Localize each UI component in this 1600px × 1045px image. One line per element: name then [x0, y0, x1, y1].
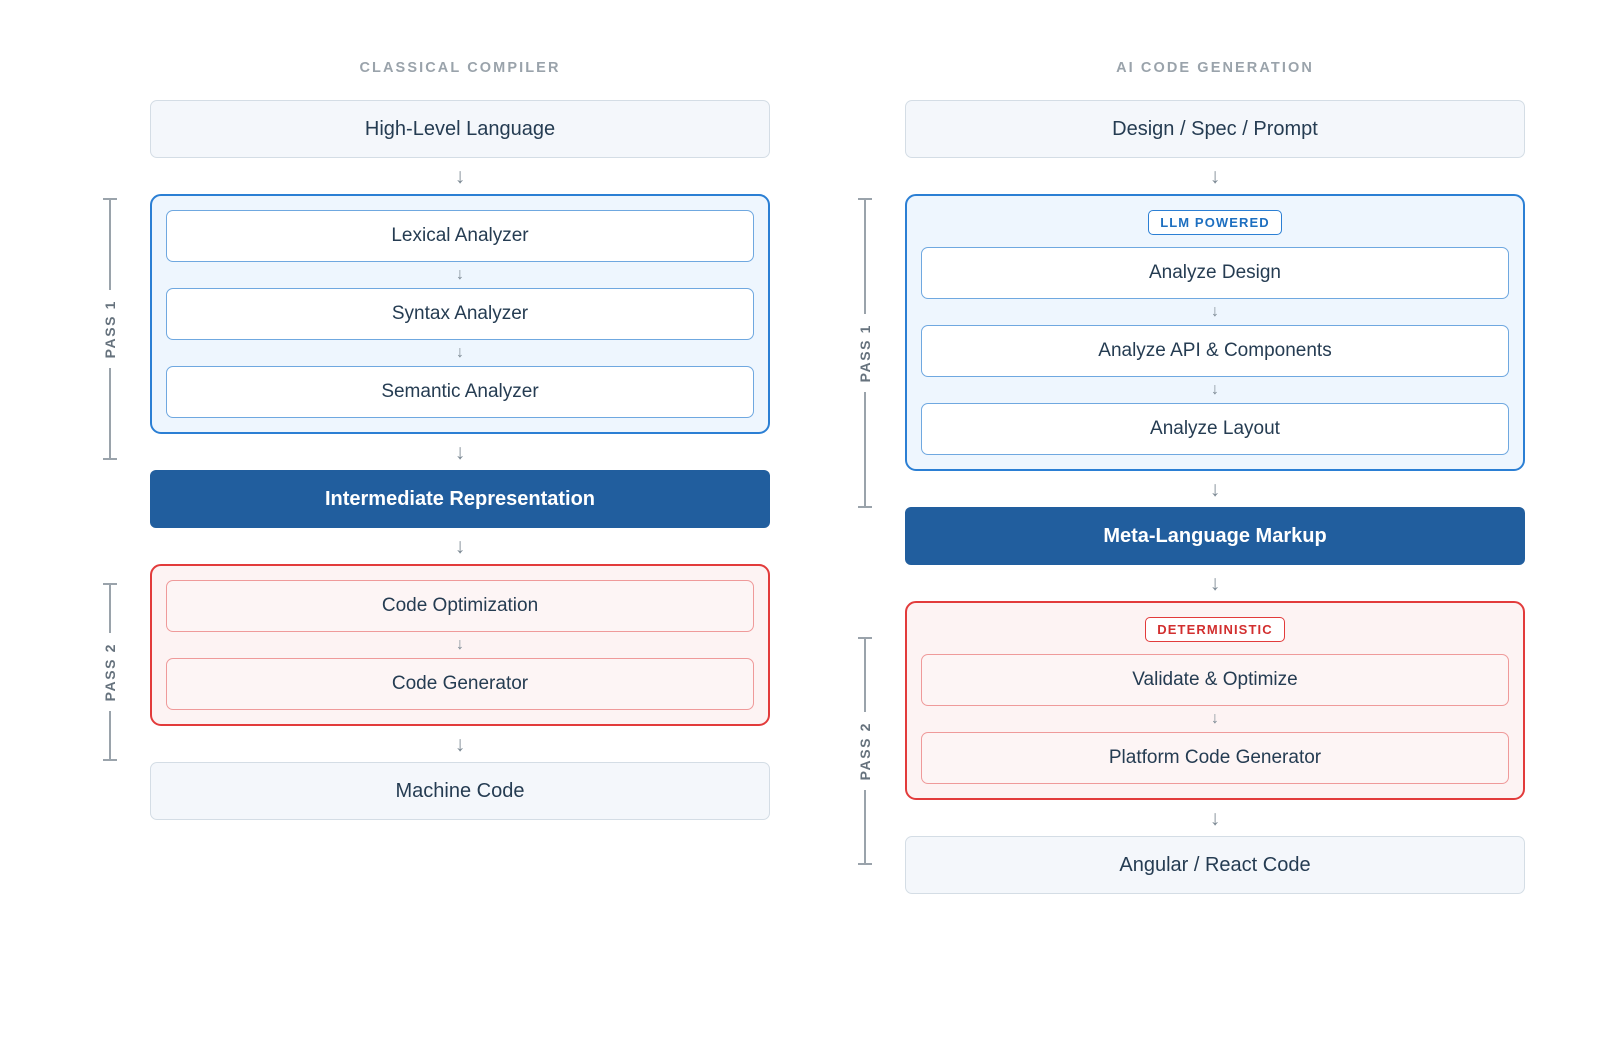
pass-bracket-classical-1	[90, 198, 130, 460]
node-intermediate-representation: Intermediate Representation	[150, 470, 770, 528]
node-input-high-level-language: High-Level Language	[150, 100, 770, 158]
arrow-down-icon: ↓	[456, 266, 464, 283]
bracket-line	[109, 711, 111, 759]
node-validate-optimize: Validate & Optimize	[921, 654, 1509, 706]
bracket-cap-bottom	[103, 458, 117, 460]
bracket-line	[109, 585, 111, 633]
node-analyze-api-components: Analyze API & Components	[921, 325, 1509, 377]
badge-row-deterministic	[921, 617, 1509, 642]
pass-bracket-classical-2	[90, 583, 130, 761]
group-synthesis-ai	[905, 601, 1525, 800]
bracket-line	[864, 200, 866, 314]
node-syntax-analyzer: Syntax Analyzer	[166, 288, 754, 340]
node-analyze-layout: Analyze Layout	[921, 403, 1509, 455]
bracket-line	[109, 200, 111, 290]
group-analysis-ai	[905, 194, 1525, 471]
pass-label: PASS 2	[857, 721, 873, 781]
pass-label: PASS 2	[102, 642, 118, 702]
flow-stack-ai	[905, 100, 1525, 894]
arrow-down-icon: ↓	[1211, 710, 1219, 727]
bracket-cap-bottom	[103, 759, 117, 761]
arrow-down-icon: ↓	[1211, 303, 1219, 320]
bracket-cap-bottom	[858, 863, 872, 865]
arrow-down-icon: ↓	[1209, 164, 1221, 188]
column-classical-compiler	[90, 0, 770, 1045]
column-ai-code-generation	[845, 0, 1525, 1045]
bracket-line	[864, 392, 866, 506]
arrow-down-icon: ↓	[1209, 806, 1221, 830]
group-synthesis-classical	[150, 564, 770, 726]
pass-bracket-ai-1	[845, 198, 885, 508]
pass-bracket-ai-2	[845, 637, 885, 865]
bracket-line	[864, 790, 866, 863]
arrow-down-icon: ↓	[454, 164, 466, 188]
bracket-line	[864, 639, 866, 712]
node-output-angular-react-code: Angular / React Code	[905, 836, 1525, 894]
node-output-machine-code: Machine Code	[150, 762, 770, 820]
node-input-design-spec-prompt: Design / Spec / Prompt	[905, 100, 1525, 158]
badge-llm-powered: LLM POWERED	[1148, 210, 1282, 235]
badge-deterministic: DETERMINISTIC	[1145, 617, 1284, 642]
arrow-down-icon: ↓	[1211, 381, 1219, 398]
node-code-generator: Code Generator	[166, 658, 754, 710]
group-analysis-classical	[150, 194, 770, 434]
arrow-down-icon: ↓	[454, 732, 466, 756]
column-title-ai: AI CODE GENERATION	[1116, 60, 1314, 76]
node-code-optimization: Code Optimization	[166, 580, 754, 632]
arrow-down-icon: ↓	[456, 636, 464, 653]
flow-stack-classical	[150, 100, 770, 820]
arrow-down-icon: ↓	[456, 344, 464, 361]
bracket-cap-bottom	[858, 506, 872, 508]
node-semantic-analyzer: Semantic Analyzer	[166, 366, 754, 418]
pass-label: PASS 1	[102, 299, 118, 359]
arrow-down-icon: ↓	[454, 440, 466, 464]
pass-label: PASS 1	[857, 323, 873, 383]
arrow-down-icon: ↓	[1209, 571, 1221, 595]
node-meta-language-markup: Meta-Language Markup	[905, 507, 1525, 565]
node-analyze-design: Analyze Design	[921, 247, 1509, 299]
node-platform-code-generator: Platform Code Generator	[921, 732, 1509, 784]
badge-row-llm	[921, 210, 1509, 235]
arrow-down-icon: ↓	[1209, 477, 1221, 501]
bracket-line	[109, 368, 111, 458]
node-lexical-analyzer: Lexical Analyzer	[166, 210, 754, 262]
column-title-classical: CLASSICAL COMPILER	[359, 60, 561, 76]
arrow-down-icon: ↓	[454, 534, 466, 558]
